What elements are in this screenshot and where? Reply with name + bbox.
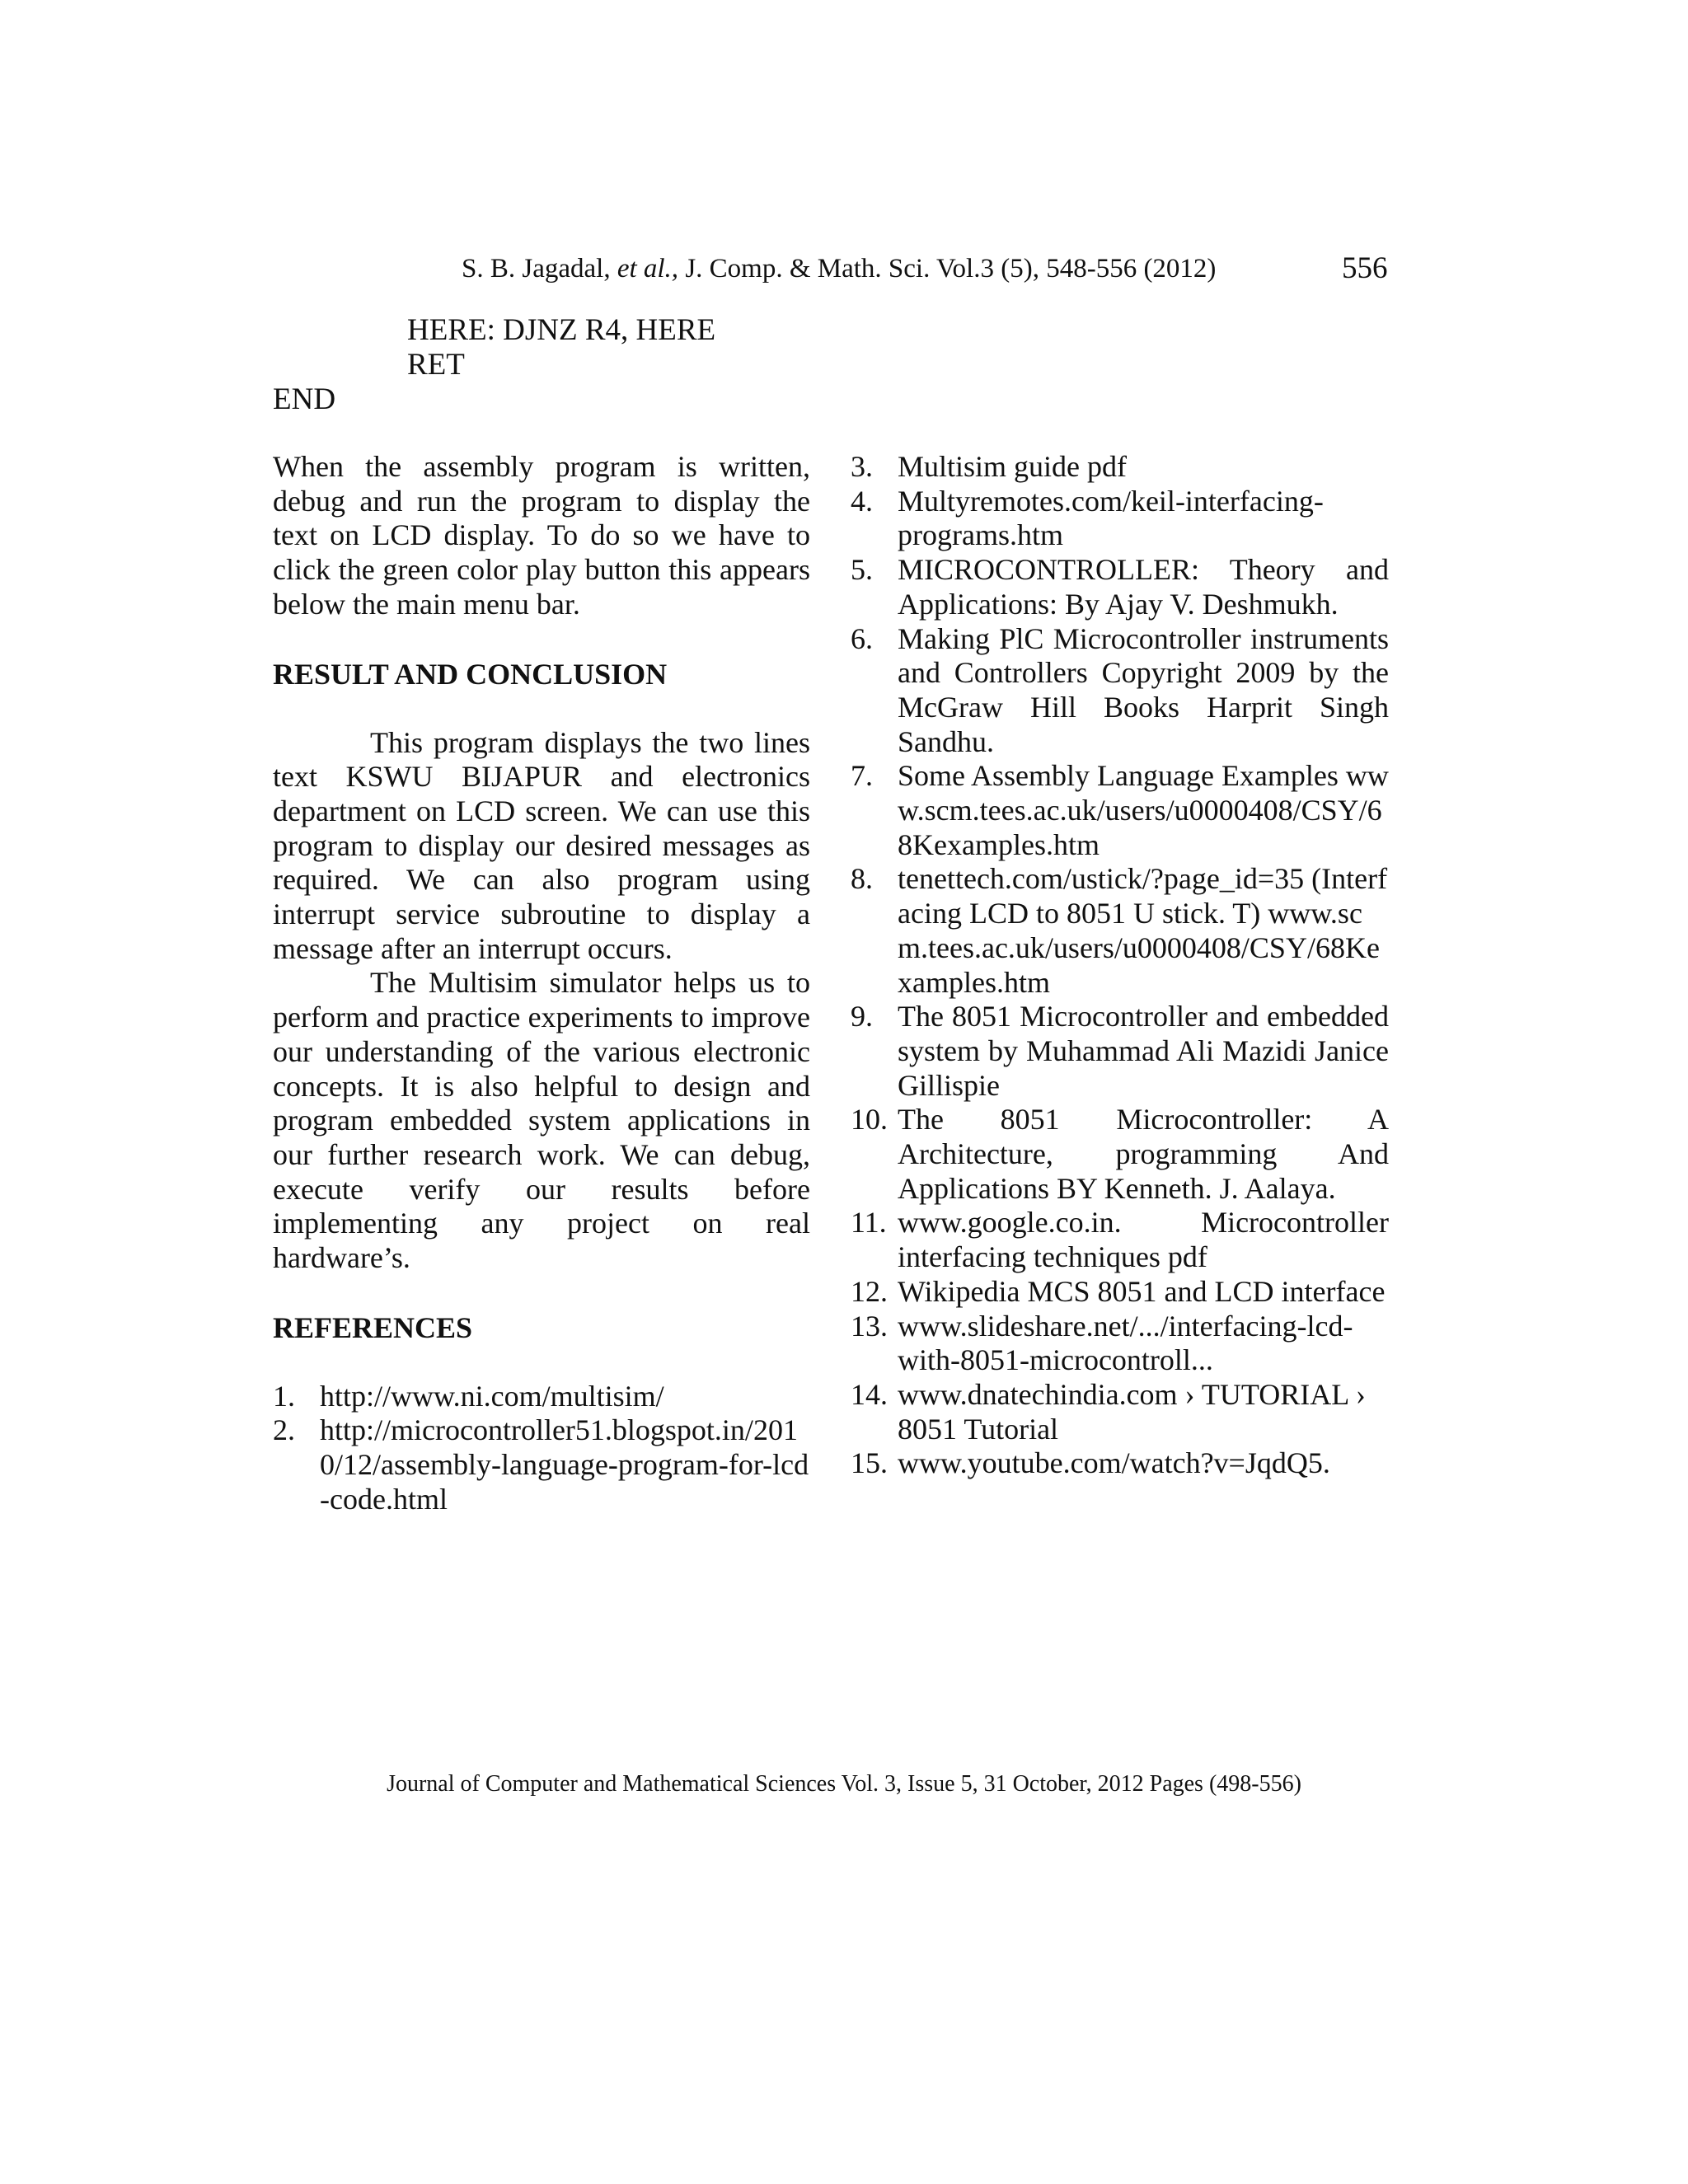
reference-number: 11. — [851, 1206, 887, 1240]
reference-text: www.dnatechindia.com › TUTORIAL › 8051 Tutorial — [898, 1377, 1366, 1446]
reference-item — [851, 1378, 1389, 1446]
reference-number: 14. — [851, 1377, 888, 1411]
result-heading: RESULT AND CONCLUSION — [273, 657, 668, 691]
references-heading: REFERENCES — [273, 1310, 473, 1344]
reference-number: 7. — [851, 759, 873, 793]
reference-text: Wikipedia MCS 8051 and LCD interface — [898, 1274, 1386, 1308]
reference-text: www.google.co.in. Microcontroller interfacing techniques pdf — [898, 1206, 1389, 1274]
reference-number: 9. — [851, 1000, 873, 1033]
reference-number: 12. — [851, 1274, 888, 1308]
reference-list-right — [851, 450, 1389, 1481]
reference-item — [851, 1206, 1389, 1274]
reference-item — [851, 1446, 1389, 1481]
reference-number: 6. — [851, 621, 873, 655]
code-line-here: HERE: DJNZ R4, HERE — [407, 313, 716, 347]
reference-text: The 8051 Microcontroller: A Architecture, programming And Applications BY Kenneth. J. Aalaya. — [898, 1103, 1389, 1205]
reference-text: tenettech.com/ustick/?page_id=35 (Interfacing LCD to 8051 U stick. T) www.scm.tees.ac.uk/users/u0000408/CSY/68Kexamples.htm — [898, 862, 1388, 999]
reference-item — [273, 1380, 810, 1414]
reference-item — [851, 862, 1389, 1000]
reference-item — [851, 1000, 1389, 1103]
code-line-ret: RET — [407, 348, 465, 382]
reference-text: http://www.ni.com/multisim/ — [320, 1379, 664, 1413]
reference-text: The 8051 Microcontroller and embedded system by Muhammad Ali Mazidi Janice Gillispie — [898, 1000, 1389, 1102]
reference-number: 15. — [851, 1446, 888, 1480]
reference-text: http://microcontroller51.blogspot.in/2010/12/assembly-language-program-for-lcd-code.html — [320, 1413, 809, 1516]
reference-number: 3. — [851, 450, 873, 483]
reference-item — [851, 485, 1389, 553]
left-column — [273, 450, 810, 1517]
running-head-citation: J. Comp. & Math. Sci. Vol.3 (5), 548-556 (2012) — [678, 254, 1217, 284]
reference-number: 8. — [851, 862, 873, 896]
reference-text: Multyremotes.com/keil-interfacing-programs.htm — [898, 484, 1324, 552]
reference-item — [851, 1275, 1389, 1310]
reference-text: Some Assembly Language Examples www.scm.tees.ac.uk/users/u0000408/CSY/68Kexamples.htm — [898, 759, 1389, 861]
result-paragraph-2: The Multisim simulator helps us to perform and practice experiments to improve our understanding of the various electronic concepts. It is also helpful to design and program embedded system applications in our further research work. We can debug, execute verify our results before implementing any project on real hardware’s. — [273, 966, 810, 1275]
reference-item — [851, 553, 1389, 621]
intro-paragraph: When the assembly program is written, debug and run the program to display the text on LCD display. To do so we have to click the green color play button this appears below the main menu bar. — [273, 450, 810, 621]
reference-item — [851, 1310, 1389, 1378]
reference-number: 1. — [273, 1379, 295, 1413]
journal-footer: Journal of Computer and Mathematical Sciences Vol. 3, Issue 5, 31 October, 2012 Pages (498-556) — [387, 1771, 1301, 1797]
reference-number: 13. — [851, 1309, 888, 1343]
result-paragraph-1: This program displays the two lines text KSWU BIJAPUR and electronics department on LCD screen. We can use this program to display our desired messages as required. We can also program using interrupt service subroutine to display a message after an interrupt occurs. — [273, 725, 810, 965]
running-head-authors: S. B. Jagadal, — [462, 254, 617, 284]
reference-number: 5. — [851, 553, 873, 587]
reference-number: 2. — [273, 1413, 295, 1447]
running-head — [462, 252, 1286, 285]
reference-text: MICROCONTROLLER: Theory and Applications: By Ajay V. Deshmukh. — [898, 553, 1389, 621]
reference-text: Making PlC Microcontroller instruments and Controllers Copyright 2009 by the McGraw Hill Books Harprit Singh Sandhu. — [898, 621, 1389, 758]
reference-item — [851, 622, 1389, 760]
reference-item — [851, 450, 1389, 485]
reference-text: www.youtube.com/watch?v=JqdQ5. — [898, 1446, 1330, 1480]
reference-item — [273, 1413, 810, 1516]
running-head-et-al: et al., — [617, 254, 679, 284]
reference-item — [851, 1103, 1389, 1206]
reference-number: 4. — [851, 484, 873, 518]
reference-number: 10. — [851, 1103, 888, 1137]
code-line-end: END — [273, 382, 336, 416]
reference-text: www.slideshare.net/.../interfacing-lcd-with-8051-microcontroll... — [898, 1309, 1353, 1377]
reference-text: Multisim guide pdf — [898, 450, 1127, 483]
reference-list-left — [273, 1380, 810, 1517]
page-number: 556 — [1342, 251, 1388, 285]
reference-item — [851, 759, 1389, 862]
